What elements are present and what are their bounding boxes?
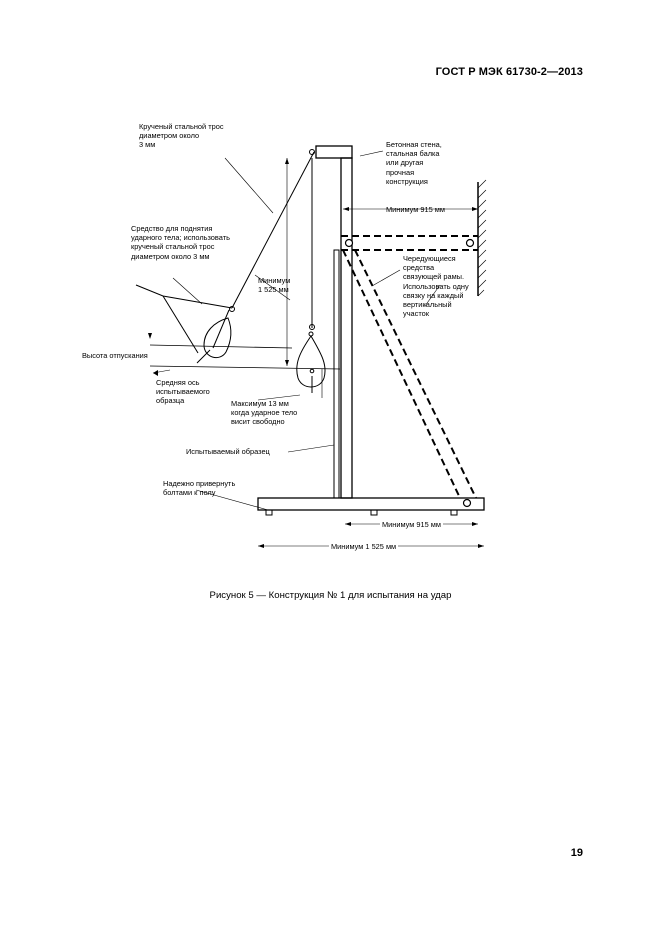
label-test-specimen: Испытываемый образец (186, 447, 270, 456)
figure-caption: Рисунок 5 — Конструкция № 1 для испытания на удар (209, 590, 452, 601)
document-header: ГОСТ Р МЭК 61730-2—2013 (435, 66, 583, 78)
bolt-mid (371, 510, 377, 515)
label-lift-means: Средство для поднятия ударного тела; использовать крученый стальной трос диаметром около 3 мм (131, 224, 230, 261)
wall-hatching (478, 180, 486, 296)
axis-line (150, 366, 340, 369)
label-bolt-floor: Надежно привернуть болтами к полу (163, 479, 236, 498)
label-max-13: Максимум 13 мм когда ударное тело висит свободно (231, 399, 298, 427)
drop-height-line (150, 345, 292, 348)
lifting-rope (136, 285, 232, 308)
brace-pin-bottom (464, 500, 471, 507)
bolt-left (266, 510, 272, 515)
label-min-915-bottom: Минимум 915 мм (382, 520, 441, 529)
label-cable-top: Крученый стальной трос диаметром около 3 мм (139, 122, 224, 150)
label-min-1525-bottom: Минимум 1 525 мм (331, 542, 397, 551)
bolt-right (451, 510, 457, 515)
test-specimen-plate (334, 250, 339, 498)
label-min-1525-vertical: Минимум 1 525 мм (258, 276, 291, 295)
base-beam (258, 498, 484, 510)
impactor-hanging (297, 336, 325, 387)
label-wall: Бетонная стена, стальная балка или другая прочная конструкция (386, 140, 442, 186)
post-cap (316, 146, 352, 158)
brace-pin-left (346, 240, 353, 247)
label-alternating: Чередующиеся средства связующей рамы. Использовать одну связку на каждый вертикальный участок (403, 254, 469, 319)
brace-pin-right (467, 240, 474, 247)
label-specimen-axis: Средняя ось испытываемого образца (156, 378, 210, 406)
page-number: 19 (570, 847, 583, 859)
label-min-915-top: Минимум 915 мм (386, 205, 445, 214)
label-drop-height: Высота отпускания (82, 351, 148, 360)
